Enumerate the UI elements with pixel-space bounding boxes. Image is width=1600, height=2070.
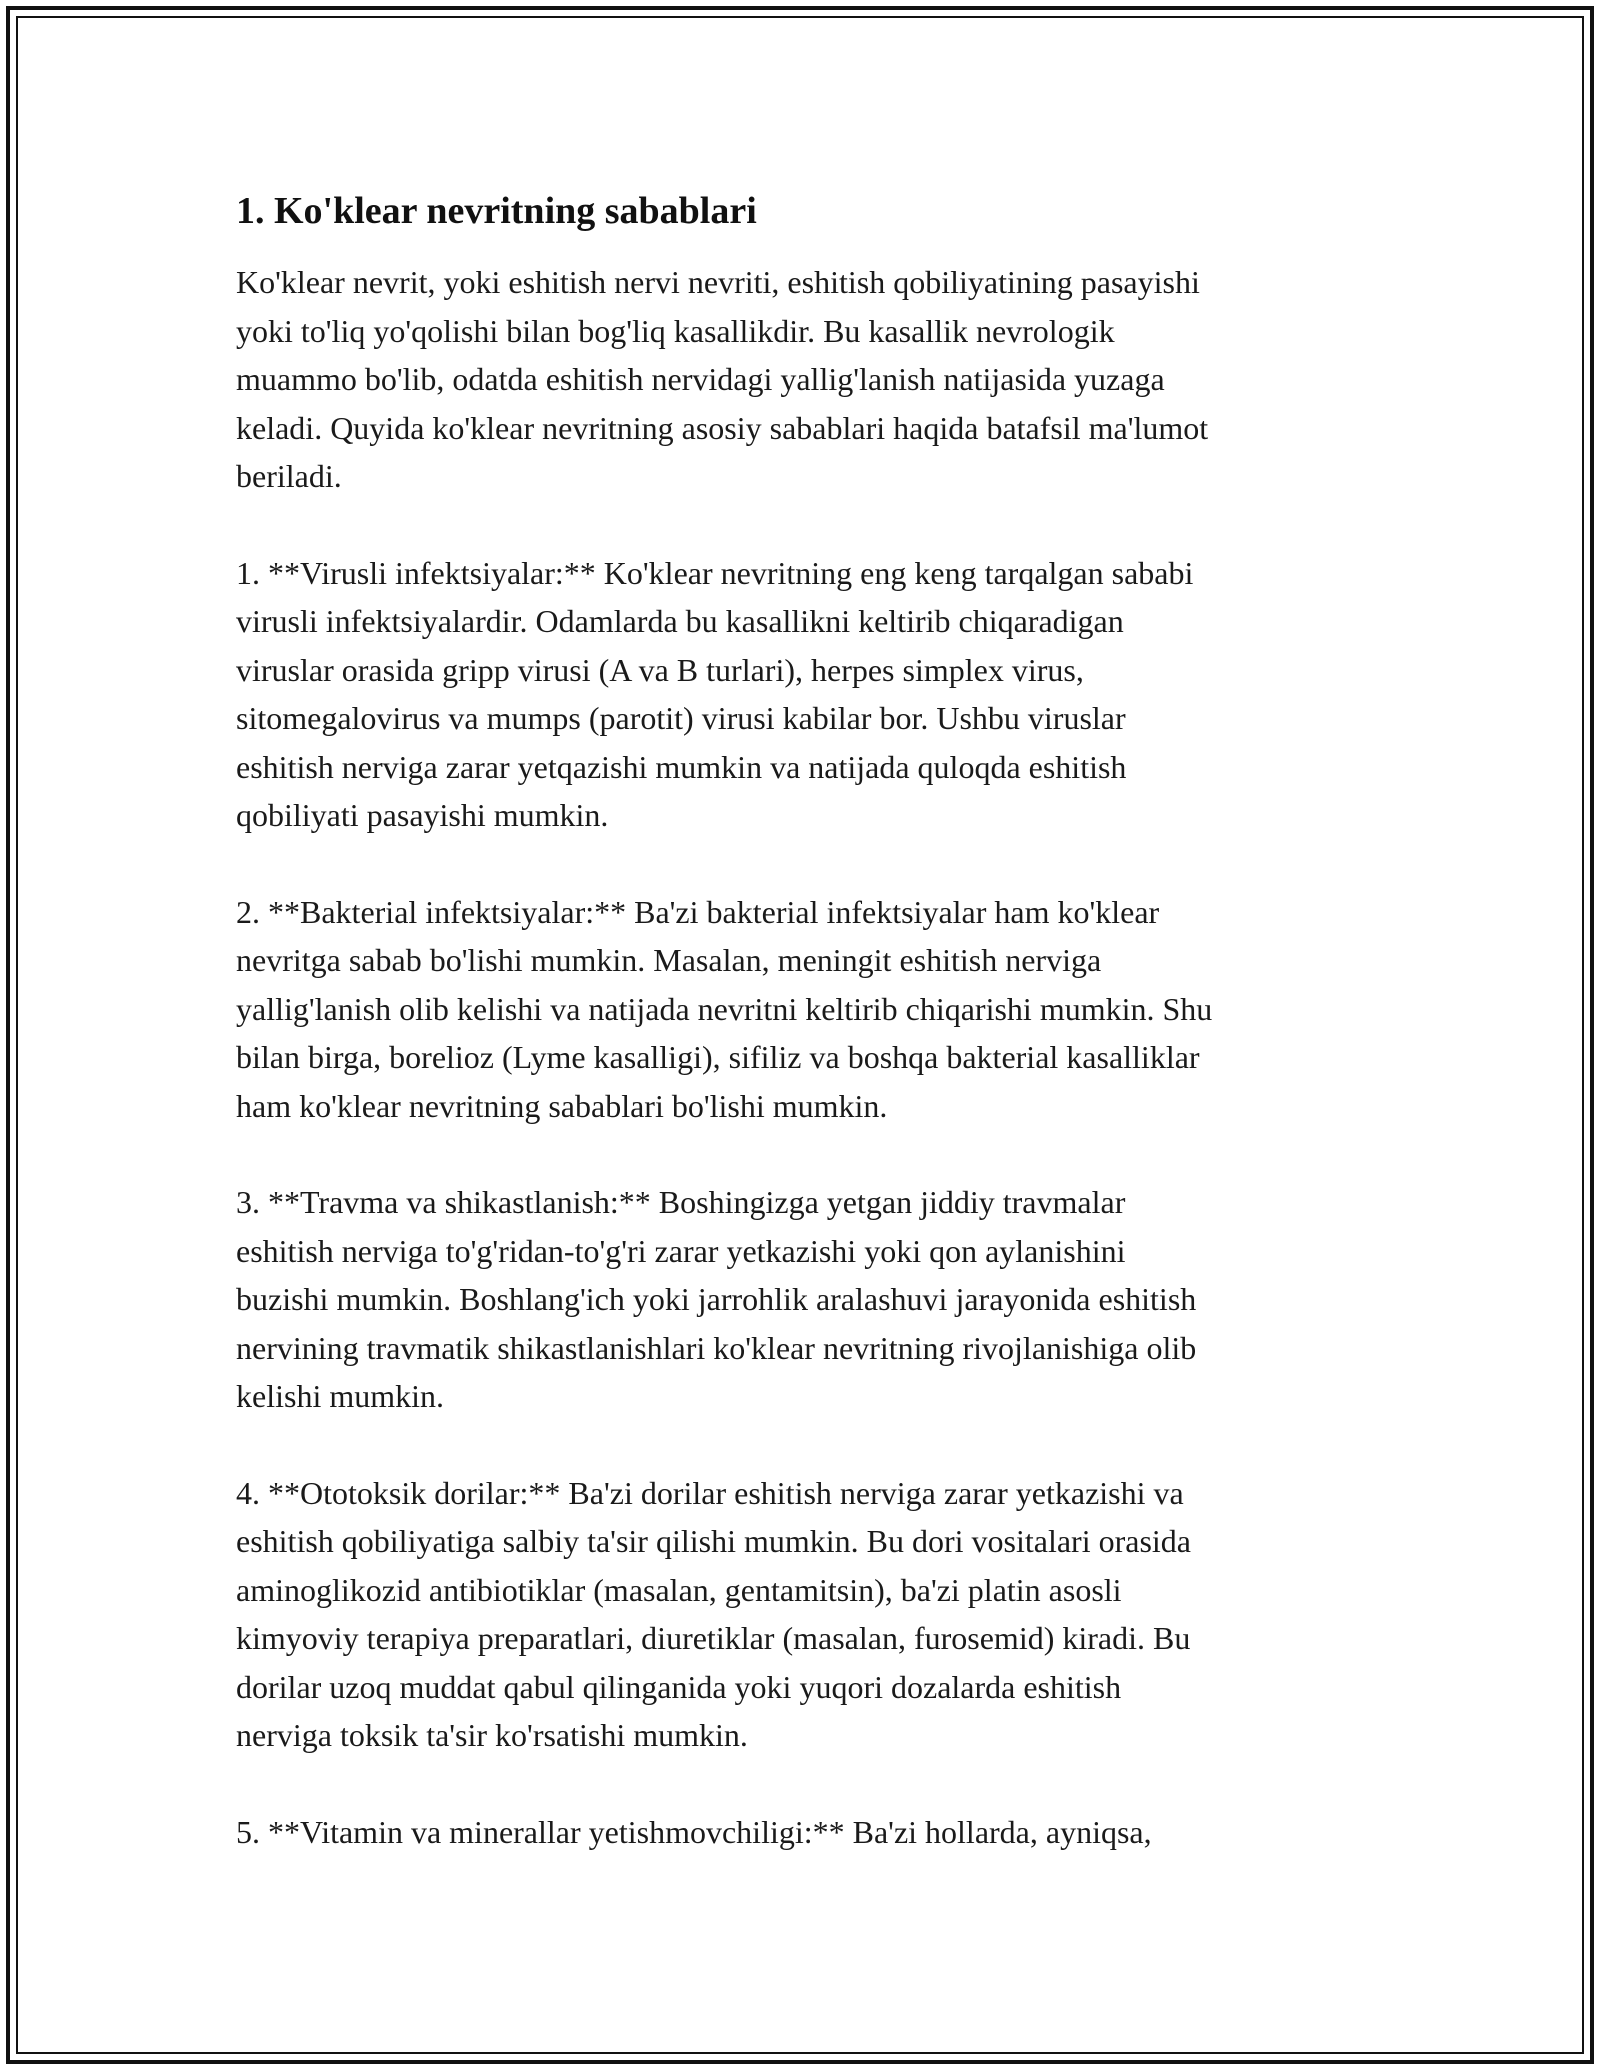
cause-paragraph-trauma: 3. **Travma va shikastlanish:** Boshingizga yetgan jiddiy travmalar eshitish nerviga to'g'ridan-to'g'ri zarar yetkazishi yoki qon aylanishini buzishi mumkin. Boshlang'ich yoki jarrohlik aralashuvi jarayonida eshitish nervining travmatik shikastlanishlari ko'klear nevritning rivojlanishiga olib kelishi mumkin. [236, 1184, 1197, 1414]
document-title: 1. Ko'klear nevritning sabablari [236, 190, 757, 232]
cause-paragraph-ototoxic: 4. **Ototoksik dorilar:** Ba'zi dorilar eshitish nerviga zarar yetkazishi va eshitish qobiliyatiga salbiy ta'sir qilishi mumkin. Bu dori vositalari orasida aminoglikozid antibiotiklar (masalan, gentamitsin), ba'zi platin asosli kimyoviy terapiya preparatlari, diuretiklar (masalan, furosemid) kiradi. Bu dorilar uzoq muddat qabul qilinganida yoki yuqori dozalarda eshitish nerviga toksik ta'sir ko'rsatishi mumkin. [236, 1474, 1191, 1753]
intro-paragraph: Ko'klear nevrit, yoki eshitish nervi nevriti, eshitish qobiliyatining pasayishi yoki to'liq yo'qolishi bilan bog'liq kasallikdir. Bu kasallik nevrologik muammo bo'lib, odatda eshitish nervidagi yallig'lanish natijasida yuzaga keladi. Quyida ko'klear nevritning asosiy sabablari haqida batafsil ma'lumot beriladi. [236, 264, 1209, 494]
cause-paragraph-viral: 1. **Virusli infektsiyalar:** Ko'klear nevritning eng keng tarqalgan sababi virusli infektsiyalardir. Odamlarda bu kasallikni keltirib chiqaradigan viruslar orasida gripp virusi (A va B turlari), herpes simplex virus, sitomegalovirus va mumps (parotit) virusi kabilar bor. Ushbu viruslar eshitish nerviga zarar yetqazishi mumkin va natijada quloqda eshitish qobiliyati pasayishi mumkin. [236, 554, 1194, 833]
cause-paragraph-bacterial: 2. **Bakterial infektsiyalar:** Ba'zi bakterial infektsiyalar ham ko'klear nevritga sabab bo'lishi mumkin. Masalan, meningit eshitish nerviga yallig'lanish olib kelishi va natijada nevritni keltirib chiqarishi mumkin. Shu bilan birga, borelioz (Lyme kasalligi), sifiliz va boshqa bakterial kasalliklar ham ko'klear nevritning sabablari bo'lishi mumkin. [236, 893, 1213, 1124]
cause-paragraph-vitamin: 5. **Vitamin va minerallar yetishmovchiligi:** Ba'zi hollarda, ayniqsa, [236, 1813, 1152, 1850]
document-body [236, 186, 1366, 1904]
